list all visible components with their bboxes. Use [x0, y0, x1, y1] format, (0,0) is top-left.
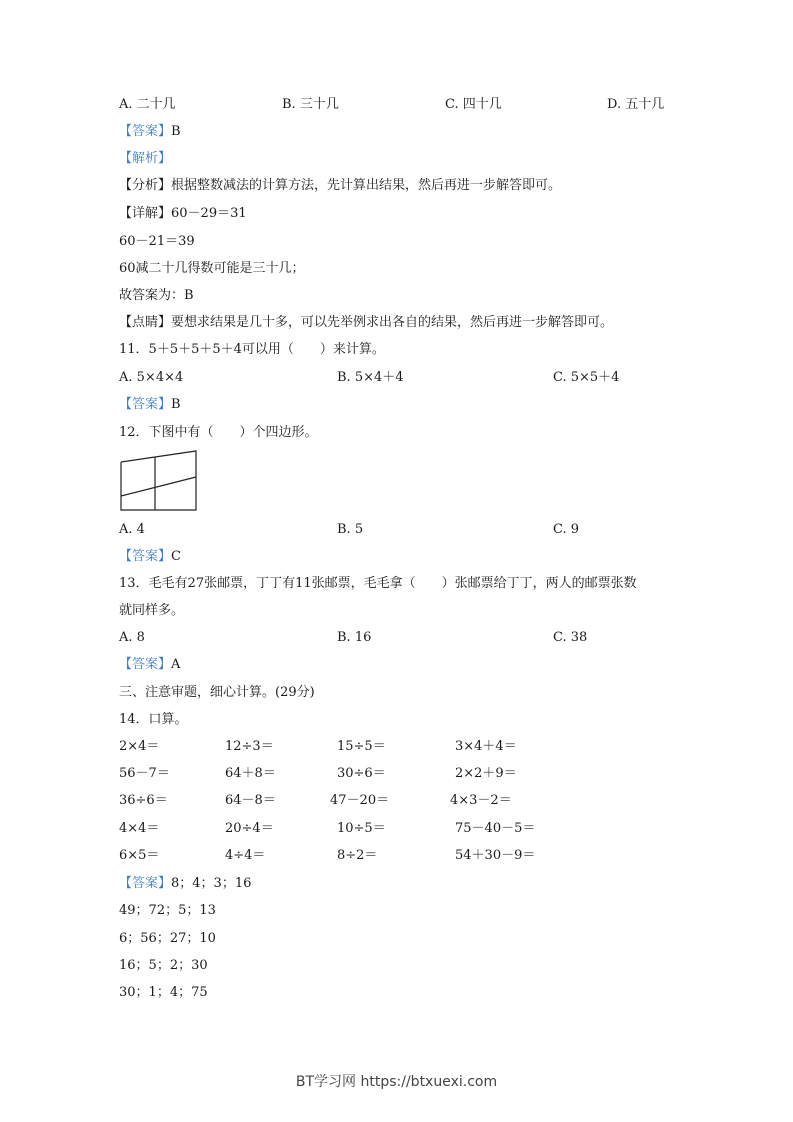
answer-value: 8；4；3；16 — [171, 876, 252, 891]
q14-answer-line: 30；1；4；75 — [119, 985, 208, 1000]
q14-answer — [119, 876, 251, 892]
fenxi-text: 根据整数减法的计算方法，先计算出结果，然后再进一步解答即可。 — [171, 178, 562, 193]
q10-line2: 60－21＝39 — [119, 234, 195, 249]
answer-tag: 【答案】 — [119, 397, 172, 412]
q10-dianjing — [119, 315, 613, 331]
calc-item: 4÷4＝ — [225, 848, 266, 863]
calc-item: 2×2＋9＝ — [455, 766, 517, 781]
calc-item: 30÷6＝ — [337, 766, 386, 781]
answer-tag: 【答案】 — [119, 657, 172, 672]
q13-option-b: B. 16 — [337, 630, 372, 645]
fenxi-tag: 【分析】 — [119, 178, 172, 193]
calc-item: 64－8＝ — [225, 793, 276, 808]
calc-item: 12÷3＝ — [225, 739, 274, 754]
q10-option-a: A. 二十几 — [119, 97, 176, 112]
dianjing-text: 要想求结果是几十多，可以先举例求出各自的结果，然后再进一步解答即可。 — [171, 315, 614, 330]
calc-item: 2×4＝ — [119, 739, 160, 754]
calc-item: 8÷2＝ — [337, 848, 378, 863]
q13-question-line2: 就同样多。 — [119, 603, 185, 618]
calc-item: 54＋30－9＝ — [455, 848, 536, 863]
answer-value: B — [171, 397, 181, 412]
q12-answer — [119, 549, 181, 565]
xiangjie-text: 60－29＝31 — [171, 206, 247, 221]
answer-value: C — [171, 549, 181, 564]
calc-item: 56－7＝ — [119, 766, 170, 781]
q11-option-b: B. 5×4＋4 — [337, 370, 404, 385]
answer-tag: 【答案】 — [119, 549, 172, 564]
q12-option-b: B. 5 — [337, 522, 364, 537]
q10-option-d: D. 五十几 — [607, 97, 665, 112]
answer-value: B — [171, 124, 181, 139]
q12-question: 12．下图中有（ ）个四边形。 — [119, 425, 318, 440]
calc-item: 75－40－5＝ — [455, 821, 536, 836]
q10-fenxi — [119, 178, 561, 194]
calc-item: 3×4＋4＝ — [455, 739, 517, 754]
q11-answer — [119, 397, 181, 413]
q14-answer-line: 16；5；2；30 — [119, 958, 208, 973]
calc-item: 20÷4＝ — [225, 821, 274, 836]
q10-option-c: C. 四十几 — [445, 97, 502, 112]
q11-option-a: A. 5×4×4 — [119, 370, 184, 385]
q12-option-c: C. 9 — [553, 522, 580, 537]
calc-item: 36÷6＝ — [119, 793, 168, 808]
calc-item: 6×5＝ — [119, 848, 160, 863]
q10-analysis-tag: 【解析】 — [119, 151, 172, 166]
q14-question: 14．口算。 — [119, 712, 188, 727]
calc-item: 64＋8＝ — [225, 766, 276, 781]
calc-item: 4×3－2＝ — [450, 793, 512, 808]
q10-line4: 故答案为：B — [119, 288, 194, 303]
q13-answer — [119, 657, 180, 673]
calc-item: 4×4＝ — [119, 821, 160, 836]
q11-question: 11．5＋5＋5＋5＋4可以用（ ）来计算。 — [119, 342, 385, 357]
calc-item: 15÷5＝ — [337, 739, 386, 754]
section-3-heading: 三、注意审题，细心计算。(29分) — [119, 685, 315, 700]
answer-tag: 【答案】 — [119, 876, 172, 891]
q11-option-c: C. 5×5＋4 — [553, 370, 620, 385]
site-footer: BT学习网 https://btxuexi.com — [295, 1074, 498, 1090]
calc-item: 47－20＝ — [330, 793, 390, 808]
q13-option-c: C. 38 — [553, 630, 588, 645]
dianjing-tag: 【点睛】 — [119, 315, 172, 330]
q10-answer — [119, 124, 181, 140]
xiangjie-tag: 【详解】 — [119, 206, 172, 221]
q10-option-b: B. 三十几 — [282, 97, 339, 112]
q13-question-line1: 13．毛毛有27张邮票，丁丁有11张邮票，毛毛拿（ ）张邮票给丁丁，两人的邮票张数 — [119, 576, 637, 591]
q10-xiangjie — [119, 206, 247, 222]
q13-option-a: A. 8 — [119, 630, 145, 645]
q10-line3: 60减二十几得数可能是三十几； — [119, 261, 305, 276]
q12-option-a: A. 4 — [119, 522, 145, 537]
q14-answer-line: 49；72；5；13 — [119, 903, 216, 918]
quadrilateral-figure — [118, 448, 200, 514]
answer-tag: 【答案】 — [119, 124, 172, 139]
calc-item: 10÷5＝ — [337, 821, 386, 836]
answer-value: A — [171, 657, 181, 672]
q14-answer-line: 6；56；27；10 — [119, 931, 216, 946]
